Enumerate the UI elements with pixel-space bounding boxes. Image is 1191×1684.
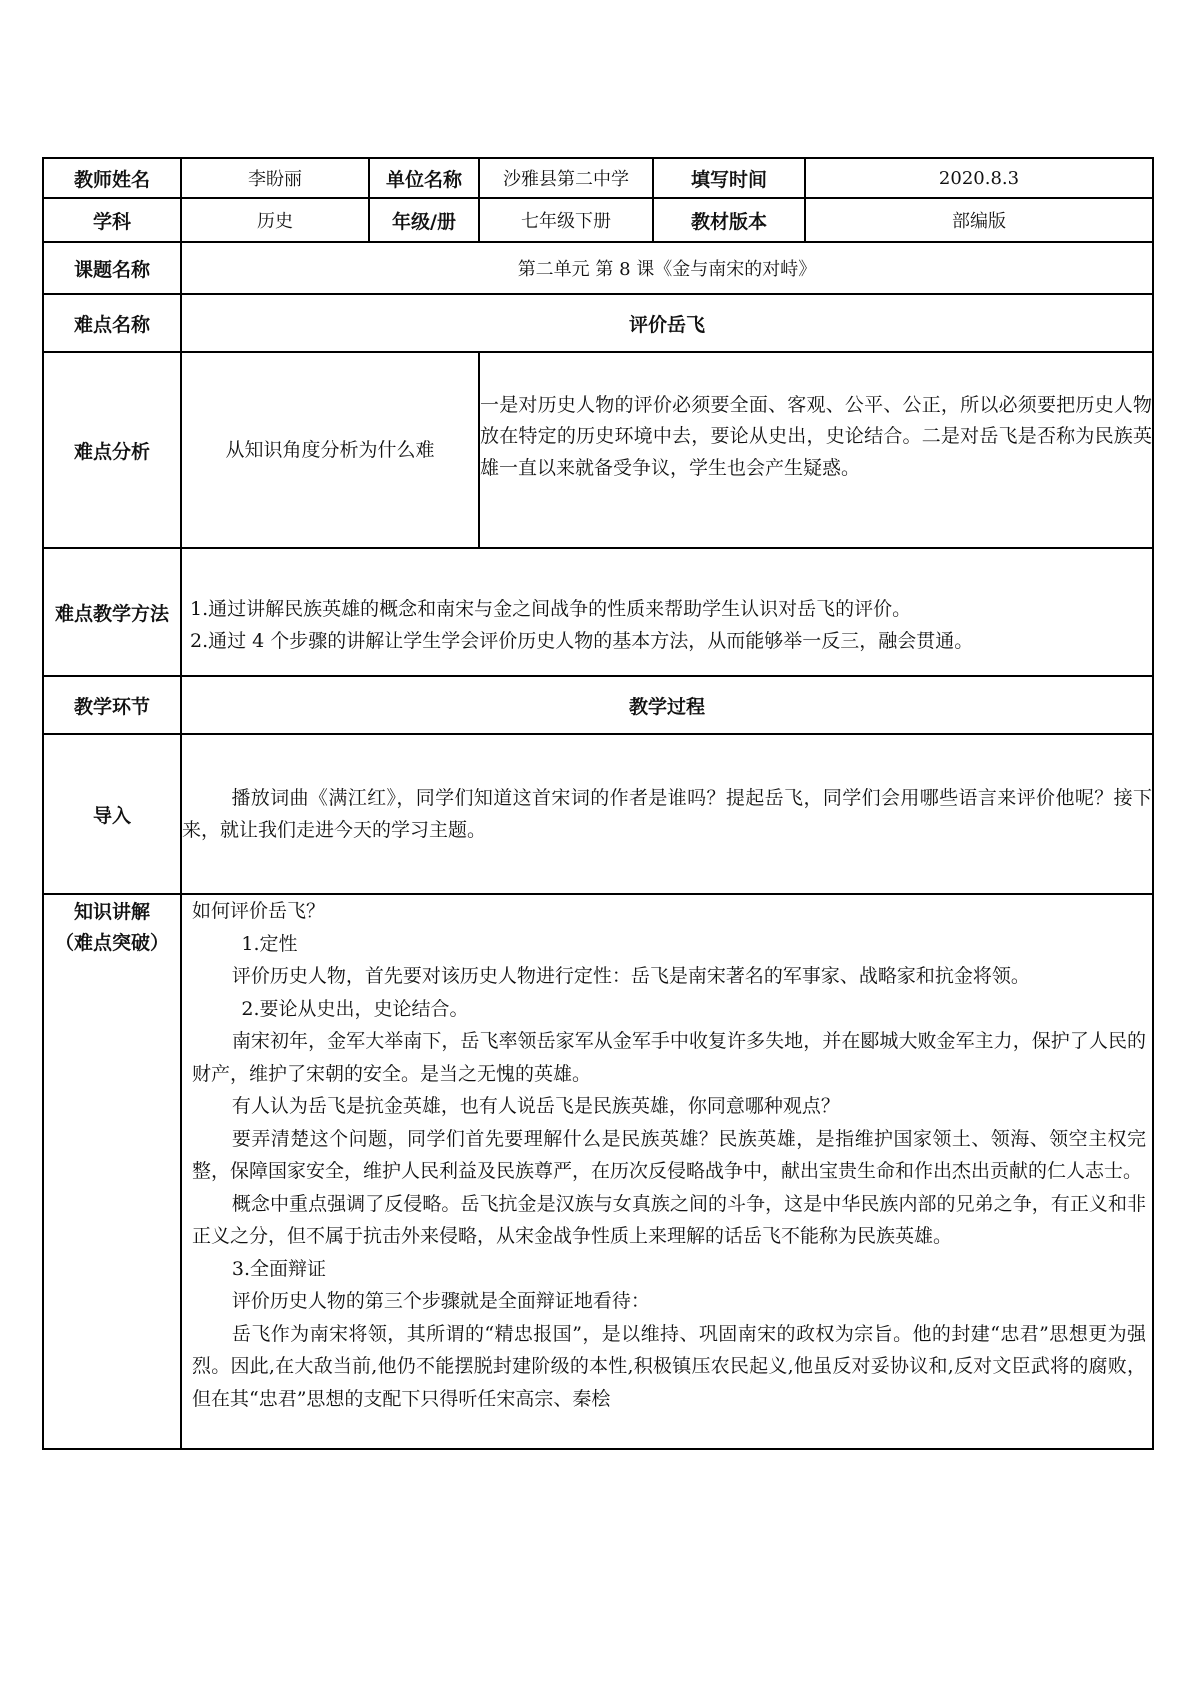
lesson-label: 课题名称	[43, 242, 181, 294]
subject-value: 历史	[181, 198, 369, 242]
teacher-value: 李盼丽	[181, 158, 369, 198]
difficulty-row	[43, 294, 1153, 352]
process-label: 教学过程	[181, 676, 1153, 734]
knowledge-label-line-1: 知识讲解	[73, 901, 150, 923]
analysis-text: 一是对历史人物的评价必须要全面、客观、公平、公正，所以必须要把历史人物放在特定的历史环境中去，要论从史出，史论结合。二是对岳飞是否称为民族英雄一直以来就备受争议，学生也会产生疑惑。	[480, 393, 1152, 479]
subject-label: 学科	[43, 198, 181, 242]
knowledge-paragraph: 2.要论从史出，史论结合。	[241, 997, 469, 1020]
date-label: 填写时间	[653, 158, 805, 198]
method-cell	[181, 548, 1153, 676]
edition-value: 部编版	[805, 198, 1153, 242]
lesson-value: 第二单元 第 8 课《金与南宋的对峙》	[181, 242, 1153, 294]
difficulty-label: 难点名称	[43, 294, 181, 352]
knowledge-paragraph: 评价历史人物的第三个步骤就是全面辩证地看待：	[231, 1290, 650, 1312]
knowledge-paragraph: 要弄清楚这个问题，同学们首先要理解什么是民族英雄？民族英雄，是指维护国家领土、领海、领空主权完整，保障国家安全，维护人民利益及民族尊严，在历次反侵略战争中，献出宝贵生命和作出杰出贡献的仁人志士。	[192, 1127, 1146, 1182]
difficulty-value: 评价岳飞	[181, 294, 1153, 352]
grade-label: 年级/册	[369, 198, 479, 242]
knowledge-paragraph: 如何评价岳飞？	[192, 900, 326, 922]
edition-label: 教材版本	[653, 198, 805, 242]
lesson-plan-table	[42, 157, 1154, 1450]
method-label: 难点教学方法	[43, 548, 181, 676]
knowledge-paragraph: 评价历史人物，首先要对该历史人物进行定性：岳飞是南宋著名的军事家、战略家和抗金将领。	[231, 965, 1030, 987]
intro-label: 导入	[43, 734, 181, 894]
knowledge-paragraph: 岳飞作为南宋将领，其所谓的“精忠报国”，是以维持、巩固南宋的政权为宗旨。他的封建“忠君”思想更为强烈。因此,在大敌当前,他仍不能摆脱封建阶级的本性,积极镇压农民起义,他虽反对妥协议和,反对文臣武将的腐败，但在其“忠君”思想的支配下只得听任宋高宗、秦桧	[192, 1322, 1146, 1410]
knowledge-label-line-2: （难点突破）	[54, 932, 169, 954]
info-row-1	[43, 158, 1153, 198]
intro-cell	[181, 734, 1153, 894]
knowledge-row	[43, 894, 1153, 1449]
process-header-row	[43, 676, 1153, 734]
unit-value: 沙雅县第二中学	[479, 158, 653, 198]
analysis-text-cell	[479, 352, 1153, 548]
intro-text: 播放词曲《满江红》，同学们知道这首宋词的作者是谁吗？提起岳飞，同学们会用哪些语言来评价他呢？接下来，就让我们走进今天的学习主题。	[182, 786, 1152, 841]
analysis-sub-label: 从知识角度分析为什么难	[181, 352, 479, 548]
date-value: 2020.8.3	[805, 158, 1153, 198]
lesson-row	[43, 242, 1153, 294]
process-stage-label: 教学环节	[43, 676, 181, 734]
analysis-label: 难点分析	[43, 352, 181, 548]
teacher-label: 教师姓名	[43, 158, 181, 198]
knowledge-cell	[181, 894, 1153, 1449]
knowledge-label	[43, 894, 181, 1449]
analysis-row	[43, 352, 1153, 548]
intro-row	[43, 734, 1153, 894]
method-line-2: 2.通过 4 个步骤的讲解让学生学会评价历史人物的基本方法，从而能够举一反三，融会贯通。	[190, 630, 974, 652]
info-row-2	[43, 198, 1153, 242]
knowledge-paragraph: 有人认为岳飞是抗金英雄，也有人说岳飞是民族英雄，你同意哪种观点？	[231, 1095, 840, 1117]
knowledge-paragraph: 概念中重点强调了反侵略。岳飞抗金是汉族与女真族之间的斗争，这是中华民族内部的兄弟之争，有正义和非正义之分，但不属于抗击外来侵略，从宋金战争性质上来理解的话岳飞不能称为民族英雄。	[192, 1192, 1146, 1247]
knowledge-paragraph: 南宋初年，金军大举南下，岳飞率领岳家军从金军手中收复许多失地，并在郾城大败金军主力，保护了人民的财产，维护了宋朝的安全。是当之无愧的英雄。	[192, 1030, 1146, 1085]
method-line-1: 1.通过讲解民族英雄的概念和南宋与金之间战争的性质来帮助学生认识对岳飞的评价。	[190, 597, 912, 620]
unit-label: 单位名称	[369, 158, 479, 198]
method-row	[43, 548, 1153, 676]
knowledge-paragraph: 3.全面辩证	[231, 1257, 327, 1280]
knowledge-paragraph: 1.定性	[241, 932, 298, 955]
grade-value: 七年级下册	[479, 198, 653, 242]
